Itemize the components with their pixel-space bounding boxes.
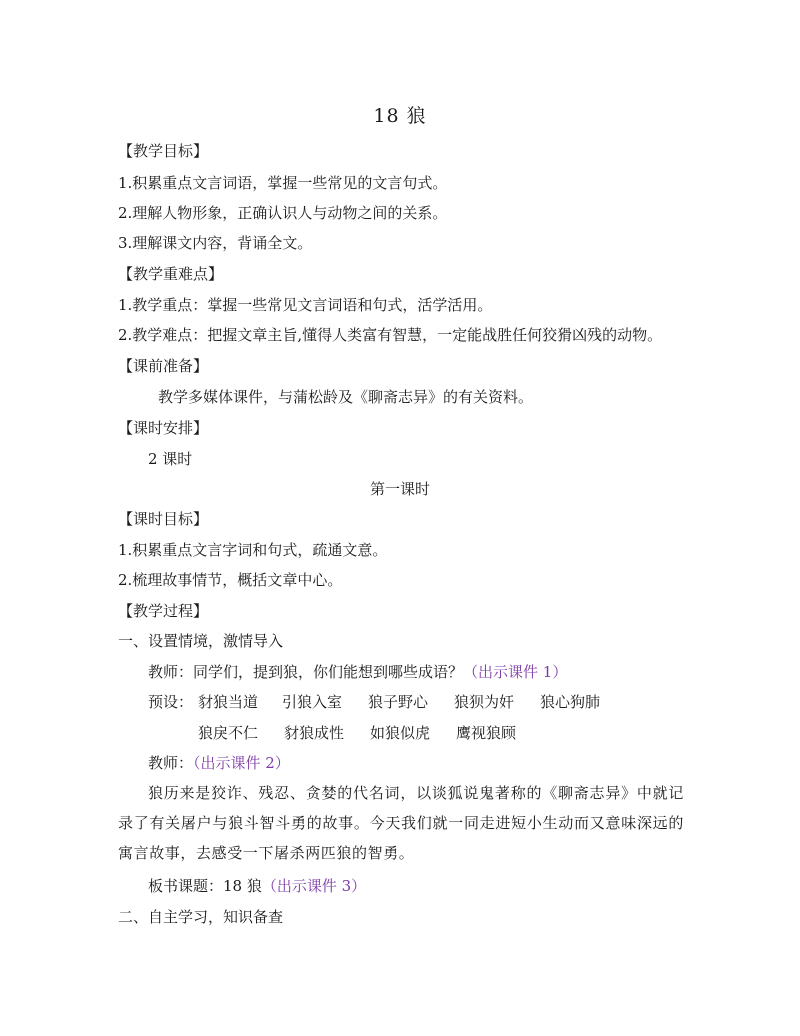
prep-text: 教学多媒体课件，与蒲松龄及《聊斋志异》的有关资料。 bbox=[158, 388, 534, 406]
teacher-line-1 bbox=[148, 661, 567, 683]
preset-label: 预设： bbox=[148, 693, 194, 711]
step2-title: 二、自主学习，知识备查 bbox=[118, 908, 284, 926]
process-header: 【教学过程】 bbox=[118, 602, 209, 620]
board-title-line bbox=[148, 875, 366, 897]
courseware-note-3: （出示课件 3） bbox=[261, 877, 367, 895]
lesson-goal-1: 1.积累重点文言字词和句式，疏通文意。 bbox=[118, 541, 388, 559]
goal-item-3: 3.理解课文内容，背诵全文。 bbox=[118, 234, 313, 252]
intro-paragraph: 狼历来是狡诈、残忍、贪婪的代名词，以谈狐说鬼著称的《聊斋志异》中就记录了有关屠户与狼斗智斗勇的故事。今天我们就一同走进短小生动而又意味深远的寓言故事，去感受一下屠杀两匹狼的智勇。 bbox=[118, 784, 684, 862]
goal-item-2: 2.理解人物形象，正确认识人与动物之间的关系。 bbox=[118, 204, 448, 222]
step1-title: 一、设置情境，激情导入 bbox=[118, 632, 284, 650]
courseware-note-2: （出示课件 2） bbox=[193, 754, 290, 772]
idiom: 狼戾不仁 bbox=[198, 724, 259, 742]
idiom: 狼狈为奸 bbox=[454, 693, 515, 711]
teacher-line-2 bbox=[148, 752, 290, 774]
goal-item-1: 1.积累重点文言词语，掌握一些常见的文言句式。 bbox=[118, 174, 448, 192]
idiom: 豺狼当道 bbox=[198, 693, 259, 711]
idiom: 豺狼成性 bbox=[284, 724, 345, 742]
idiom: 狼子野心 bbox=[368, 693, 429, 711]
idiom: 引狼入室 bbox=[282, 693, 343, 711]
key-points-header: 【教学重难点】 bbox=[118, 265, 224, 283]
lesson-goals-header: 【课时目标】 bbox=[118, 510, 209, 528]
idioms-row-1 bbox=[148, 691, 600, 713]
page-title: 18 狼 bbox=[373, 105, 427, 127]
board-title-text: 板书课题：18 狼 bbox=[148, 877, 262, 895]
idiom: 如狼似虎 bbox=[370, 724, 431, 742]
idiom: 狼心狗肺 bbox=[540, 693, 601, 711]
teacher-line-2-text: 教师： bbox=[148, 754, 194, 772]
lesson-goal-2: 2.梳理故事情节，概括文章中心。 bbox=[118, 571, 343, 589]
goals-header: 【教学目标】 bbox=[118, 142, 209, 160]
idioms-row-2 bbox=[198, 722, 516, 744]
prep-header: 【课前准备】 bbox=[118, 357, 209, 375]
lesson-title: 第一课时 bbox=[369, 480, 430, 498]
key-point-1: 1.教学重点：掌握一些常见文言词语和句式，活学活用。 bbox=[118, 296, 493, 314]
schedule-header: 【课时安排】 bbox=[118, 419, 209, 437]
schedule-text: 2 课时 bbox=[148, 450, 193, 468]
key-point-2: 2.教学难点：把握文章主旨,懂得人类富有智慧，一定能战胜任何狡猾凶残的动物。 bbox=[118, 326, 663, 344]
idiom: 鹰视狼顾 bbox=[456, 724, 517, 742]
courseware-note-1: （出示课件 1） bbox=[463, 663, 568, 681]
teacher-line-1-text: 教师：同学们，提到狼，你们能想到哪些成语？ bbox=[148, 663, 464, 681]
